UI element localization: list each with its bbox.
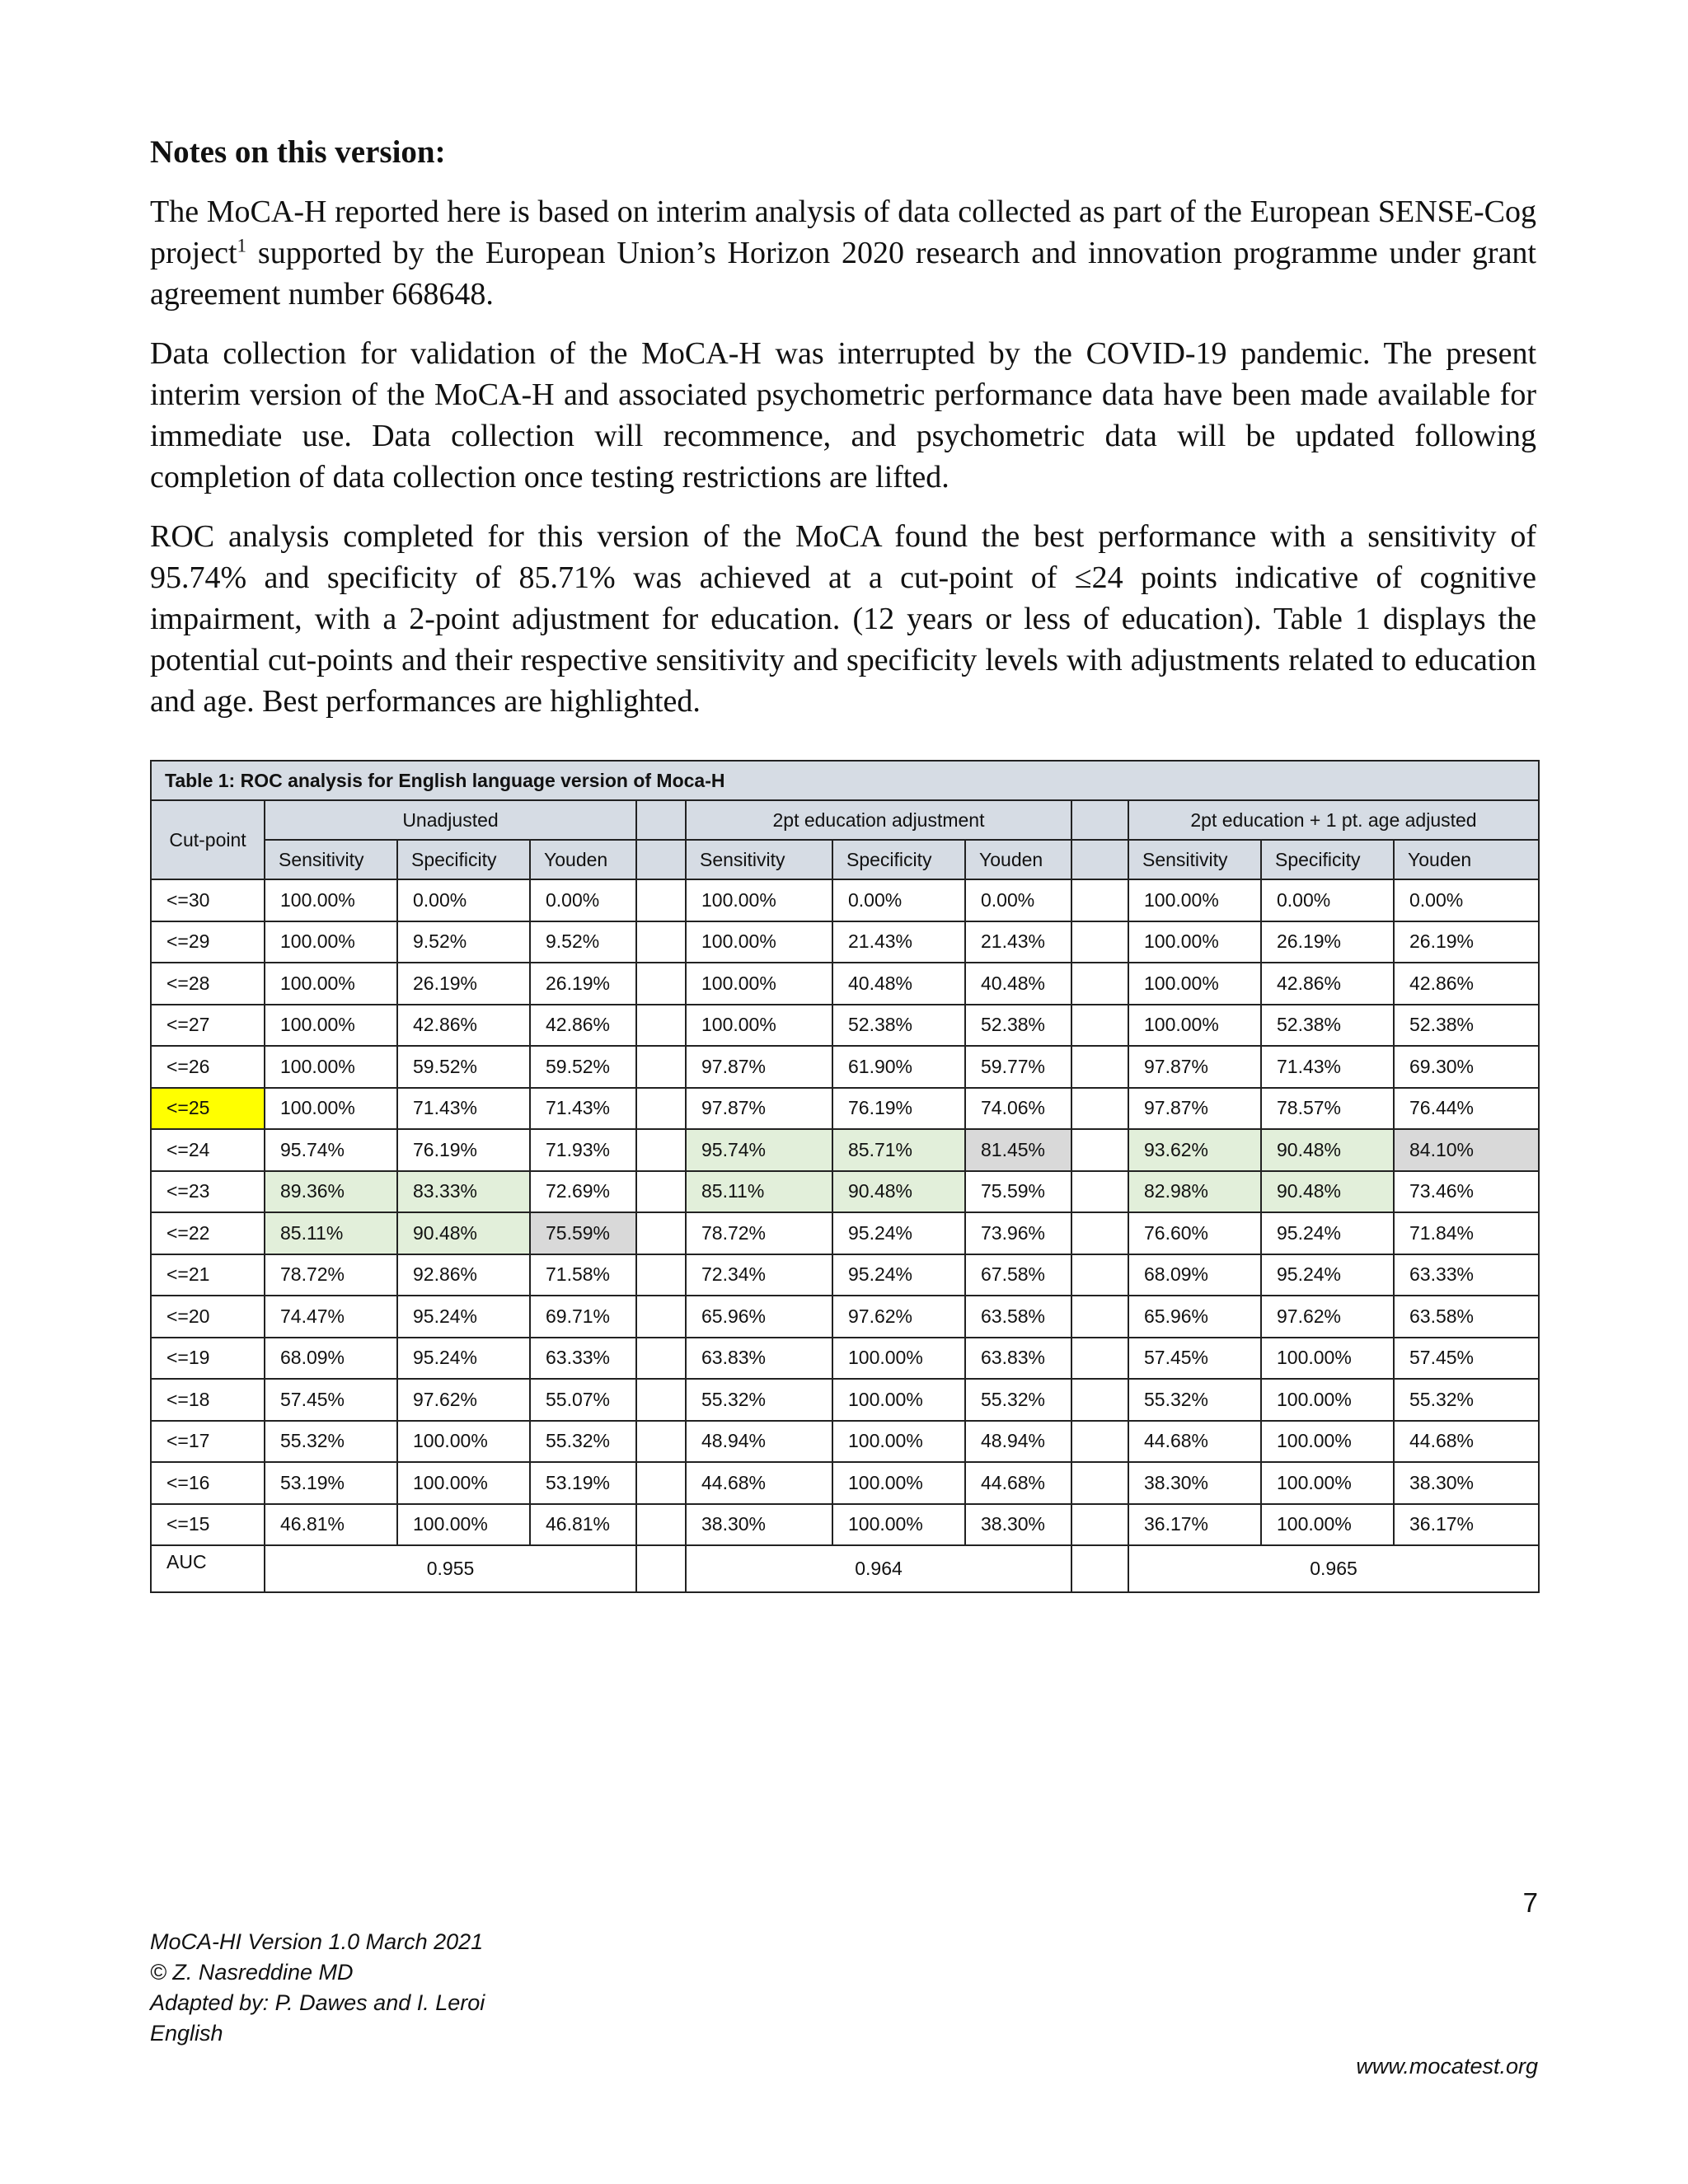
table-row — [151, 1254, 1539, 1296]
spacer-cell — [1071, 1379, 1128, 1421]
table-row — [151, 879, 1539, 921]
spacer-cell — [1071, 1129, 1128, 1171]
unadjusted-sensitivity-cell: 74.47% — [265, 1296, 397, 1338]
group-header-education: 2pt education adjustment — [686, 800, 1071, 840]
education-youden-cell: 59.77% — [965, 1046, 1071, 1088]
spacer-cell — [1071, 1212, 1128, 1254]
education-sensitivity-cell: 55.32% — [686, 1379, 832, 1421]
roc-table — [150, 760, 1540, 1593]
spacer-cell — [1071, 921, 1128, 963]
education-youden-cell: 75.59% — [965, 1171, 1071, 1213]
unadjusted-specificity-cell: 97.62% — [397, 1379, 530, 1421]
auc-row — [151, 1545, 1539, 1592]
cutpoint-cell: <=18 — [151, 1379, 265, 1421]
table-row — [151, 1338, 1539, 1380]
table-caption-row — [151, 761, 1539, 800]
group-header-unadjusted: Unadjusted — [265, 800, 636, 840]
spacer-cell — [1071, 879, 1128, 921]
unadjusted-youden-cell: 59.52% — [530, 1046, 636, 1088]
education-sensitivity-cell: 95.74% — [686, 1129, 832, 1171]
education-specificity-cell: 0.00% — [832, 879, 965, 921]
education-age-specificity-cell: 100.00% — [1261, 1504, 1394, 1546]
spacer-cell — [1071, 1421, 1128, 1463]
cutpoint-cell: <=29 — [151, 921, 265, 963]
education-specificity-cell: 90.48% — [832, 1171, 965, 1213]
spacer-cell — [1071, 1296, 1128, 1338]
table-row — [151, 1088, 1539, 1130]
notes-heading: Notes on this version: — [150, 134, 446, 170]
education-youden-cell: 55.32% — [965, 1379, 1071, 1421]
spacer-cell — [636, 840, 686, 879]
unadjusted-specificity-cell: 71.43% — [397, 1088, 530, 1130]
cutpoint-cell: <=25 — [151, 1088, 265, 1130]
education-age-youden-cell: 84.10% — [1394, 1129, 1539, 1171]
unadjusted-sensitivity-cell: 100.00% — [265, 1046, 397, 1088]
paragraph-funding-part2: supported by the European Union’s Horizon 2020 research and innovation programme under grant agreement number 668648. — [150, 236, 1536, 312]
education-age-sensitivity-cell: 36.17% — [1128, 1504, 1261, 1546]
education-age-specificity-cell: 100.00% — [1261, 1338, 1394, 1380]
subheader-youden: Youden — [1394, 840, 1539, 879]
table-row — [151, 1005, 1539, 1047]
education-age-youden-cell: 69.30% — [1394, 1046, 1539, 1088]
education-age-sensitivity-cell: 100.00% — [1128, 879, 1261, 921]
education-age-sensitivity-cell: 100.00% — [1128, 921, 1261, 963]
subheader-sensitivity: Sensitivity — [1128, 840, 1261, 879]
unadjusted-sensitivity-cell: 55.32% — [265, 1421, 397, 1463]
group-header-row — [151, 800, 1539, 840]
table-row — [151, 1504, 1539, 1546]
unadjusted-youden-cell: 26.19% — [530, 963, 636, 1005]
unadjusted-youden-cell: 71.58% — [530, 1254, 636, 1296]
footer-website: www.mocatest.org — [1356, 2054, 1538, 2079]
education-specificity-cell: 100.00% — [832, 1462, 965, 1504]
table-row — [151, 1296, 1539, 1338]
education-sensitivity-cell: 100.00% — [686, 921, 832, 963]
education-youden-cell: 48.94% — [965, 1421, 1071, 1463]
education-youden-cell: 0.00% — [965, 879, 1071, 921]
table-row — [151, 1212, 1539, 1254]
education-age-youden-cell: 26.19% — [1394, 921, 1539, 963]
education-specificity-cell: 76.19% — [832, 1088, 965, 1130]
cutpoint-header: Cut-point — [151, 800, 265, 879]
spacer-cell — [636, 963, 686, 1005]
subheader-specificity: Specificity — [1261, 840, 1394, 879]
unadjusted-specificity-cell: 95.24% — [397, 1296, 530, 1338]
table-row — [151, 1462, 1539, 1504]
education-specificity-cell: 52.38% — [832, 1005, 965, 1047]
spacer-cell — [1071, 1046, 1128, 1088]
cutpoint-cell: <=23 — [151, 1171, 265, 1213]
unadjusted-youden-cell: 71.43% — [530, 1088, 636, 1130]
spacer-cell — [1071, 1504, 1128, 1546]
education-sensitivity-cell: 65.96% — [686, 1296, 832, 1338]
education-age-specificity-cell: 95.24% — [1261, 1254, 1394, 1296]
unadjusted-sensitivity-cell: 100.00% — [265, 1005, 397, 1047]
education-youden-cell: 63.83% — [965, 1338, 1071, 1380]
education-sensitivity-cell: 100.00% — [686, 963, 832, 1005]
spacer-cell — [636, 1212, 686, 1254]
education-sensitivity-cell: 78.72% — [686, 1212, 832, 1254]
unadjusted-specificity-cell: 0.00% — [397, 879, 530, 921]
education-age-specificity-cell: 42.86% — [1261, 963, 1394, 1005]
spacer-cell — [636, 1046, 686, 1088]
cutpoint-cell: <=26 — [151, 1046, 265, 1088]
unadjusted-youden-cell: 71.93% — [530, 1129, 636, 1171]
spacer-cell — [636, 1171, 686, 1213]
spacer-cell — [636, 1462, 686, 1504]
unadjusted-sensitivity-cell: 53.19% — [265, 1462, 397, 1504]
education-age-specificity-cell: 90.48% — [1261, 1171, 1394, 1213]
education-age-youden-cell: 36.17% — [1394, 1504, 1539, 1546]
spacer-cell — [636, 1545, 686, 1592]
spacer-cell — [636, 1005, 686, 1047]
education-age-sensitivity-cell: 44.68% — [1128, 1421, 1261, 1463]
education-youden-cell: 67.58% — [965, 1254, 1071, 1296]
unadjusted-sensitivity-cell: 78.72% — [265, 1254, 397, 1296]
unadjusted-youden-cell: 72.69% — [530, 1171, 636, 1213]
unadjusted-youden-cell: 46.81% — [530, 1504, 636, 1546]
spacer-cell — [1071, 963, 1128, 1005]
unadjusted-specificity-cell: 100.00% — [397, 1504, 530, 1546]
education-age-youden-cell: 63.58% — [1394, 1296, 1539, 1338]
education-sensitivity-cell: 85.11% — [686, 1171, 832, 1213]
spacer-cell — [1071, 1171, 1128, 1213]
education-age-youden-cell: 38.30% — [1394, 1462, 1539, 1504]
education-age-specificity-cell: 100.00% — [1261, 1421, 1394, 1463]
page-number: 7 — [1522, 1887, 1538, 1918]
unadjusted-youden-cell: 53.19% — [530, 1462, 636, 1504]
education-youden-cell: 40.48% — [965, 963, 1071, 1005]
unadjusted-sensitivity-cell: 89.36% — [265, 1171, 397, 1213]
education-age-specificity-cell: 90.48% — [1261, 1129, 1394, 1171]
unadjusted-specificity-cell: 26.19% — [397, 963, 530, 1005]
education-age-youden-cell: 57.45% — [1394, 1338, 1539, 1380]
education-youden-cell: 73.96% — [965, 1212, 1071, 1254]
education-age-sensitivity-cell: 97.87% — [1128, 1088, 1261, 1130]
table-row — [151, 1129, 1539, 1171]
education-youden-cell: 74.06% — [965, 1088, 1071, 1130]
unadjusted-sensitivity-cell: 100.00% — [265, 921, 397, 963]
spacer-cell — [636, 1504, 686, 1546]
education-youden-cell: 44.68% — [965, 1462, 1071, 1504]
spacer-cell — [636, 879, 686, 921]
unadjusted-sensitivity-cell: 100.00% — [265, 963, 397, 1005]
education-sensitivity-cell: 72.34% — [686, 1254, 832, 1296]
table-row — [151, 1171, 1539, 1213]
cutpoint-cell: <=20 — [151, 1296, 265, 1338]
cutpoint-cell: <=24 — [151, 1129, 265, 1171]
unadjusted-sensitivity-cell: 100.00% — [265, 879, 397, 921]
cutpoint-cell: <=28 — [151, 963, 265, 1005]
education-age-youden-cell: 73.46% — [1394, 1171, 1539, 1213]
education-specificity-cell: 61.90% — [832, 1046, 965, 1088]
spacer-cell — [1071, 1005, 1128, 1047]
education-age-sensitivity-cell: 38.30% — [1128, 1462, 1261, 1504]
spacer-cell — [1071, 800, 1128, 840]
spacer-cell — [636, 1088, 686, 1130]
education-specificity-cell: 100.00% — [832, 1379, 965, 1421]
education-age-youden-cell: 42.86% — [1394, 963, 1539, 1005]
table-row — [151, 963, 1539, 1005]
footer-language: English — [150, 2021, 223, 2046]
spacer-cell — [636, 921, 686, 963]
cutpoint-cell: <=16 — [151, 1462, 265, 1504]
education-specificity-cell: 95.24% — [832, 1212, 965, 1254]
education-sensitivity-cell: 48.94% — [686, 1421, 832, 1463]
unadjusted-specificity-cell: 42.86% — [397, 1005, 530, 1047]
education-age-specificity-cell: 100.00% — [1261, 1462, 1394, 1504]
education-age-sensitivity-cell: 82.98% — [1128, 1171, 1261, 1213]
unadjusted-specificity-cell: 100.00% — [397, 1421, 530, 1463]
spacer-cell — [636, 1421, 686, 1463]
unadjusted-youden-cell: 69.71% — [530, 1296, 636, 1338]
education-age-sensitivity-cell: 93.62% — [1128, 1129, 1261, 1171]
education-sensitivity-cell: 38.30% — [686, 1504, 832, 1546]
spacer-cell — [636, 1254, 686, 1296]
unadjusted-youden-cell: 55.32% — [530, 1421, 636, 1463]
education-sensitivity-cell: 97.87% — [686, 1046, 832, 1088]
cutpoint-cell: <=21 — [151, 1254, 265, 1296]
unadjusted-youden-cell: 75.59% — [530, 1212, 636, 1254]
paragraph-funding — [150, 191, 1536, 315]
unadjusted-sensitivity-cell: 85.11% — [265, 1212, 397, 1254]
education-age-specificity-cell: 95.24% — [1261, 1212, 1394, 1254]
education-specificity-cell: 100.00% — [832, 1421, 965, 1463]
unadjusted-specificity-cell: 9.52% — [397, 921, 530, 963]
cutpoint-cell: <=15 — [151, 1504, 265, 1546]
subheader-sensitivity: Sensitivity — [265, 840, 397, 879]
education-specificity-cell: 97.62% — [832, 1296, 965, 1338]
subheader-youden: Youden — [965, 840, 1071, 879]
education-age-sensitivity-cell: 55.32% — [1128, 1379, 1261, 1421]
education-youden-cell: 63.58% — [965, 1296, 1071, 1338]
subheader-specificity: Specificity — [397, 840, 530, 879]
education-age-specificity-cell: 100.00% — [1261, 1379, 1394, 1421]
cutpoint-cell: <=22 — [151, 1212, 265, 1254]
footer-version: MoCA-HI Version 1.0 March 2021 — [150, 1929, 484, 1954]
unadjusted-sensitivity-cell: 68.09% — [265, 1338, 397, 1380]
education-youden-cell: 52.38% — [965, 1005, 1071, 1047]
unadjusted-specificity-cell: 59.52% — [397, 1046, 530, 1088]
education-sensitivity-cell: 97.87% — [686, 1088, 832, 1130]
spacer-cell — [1071, 1254, 1128, 1296]
subheader-sensitivity: Sensitivity — [686, 840, 832, 879]
unadjusted-youden-cell: 42.86% — [530, 1005, 636, 1047]
table-row — [151, 1421, 1539, 1463]
paragraph-roc: ROC analysis completed for this version of the MoCA found the best performance with a sensitivity of 95.74% and specificity of 85.71% was achieved at a cut-point of ≤24 points indicative of cognitive impairment, with a 2-point adjustment for education. (12 years or less of education). Table 1 displays the potential cut-points and their respective sensitivity and specificity levels with adjustments related to education and age. Best performances are highlighted. — [150, 519, 1536, 719]
paragraph-covid: Data collection for validation of the MoCA-H was interrupted by the COVID-19 pandemic. The present interim version of the MoCA-H and associated psychometric performance data have been made available for immediate use. Data collection will recommence, and psychometric data will be updated following completion of data collection once testing restrictions are lifted. — [150, 336, 1536, 494]
education-age-youden-cell: 55.32% — [1394, 1379, 1539, 1421]
footer-credits — [150, 1927, 485, 2049]
spacer-cell — [1071, 1545, 1128, 1592]
paragraph-funding-part1: The MoCA-H reported here is based on interim analysis of data collected as part of the European SENSE-Cog project — [150, 194, 1536, 270]
auc-value-unadjusted: 0.955 — [265, 1545, 636, 1592]
education-specificity-cell: 40.48% — [832, 963, 965, 1005]
education-age-sensitivity-cell: 68.09% — [1128, 1254, 1261, 1296]
education-specificity-cell: 100.00% — [832, 1338, 965, 1380]
spacer-cell — [636, 1129, 686, 1171]
spacer-cell — [1071, 1088, 1128, 1130]
notes-section — [150, 132, 1536, 740]
education-age-specificity-cell: 26.19% — [1261, 921, 1394, 963]
education-sensitivity-cell: 44.68% — [686, 1462, 832, 1504]
education-youden-cell: 81.45% — [965, 1129, 1071, 1171]
unadjusted-specificity-cell: 90.48% — [397, 1212, 530, 1254]
education-age-youden-cell: 44.68% — [1394, 1421, 1539, 1463]
unadjusted-youden-cell: 9.52% — [530, 921, 636, 963]
auc-value-education: 0.964 — [686, 1545, 1071, 1592]
unadjusted-youden-cell: 55.07% — [530, 1379, 636, 1421]
subheader-specificity: Specificity — [832, 840, 965, 879]
education-sensitivity-cell: 63.83% — [686, 1338, 832, 1380]
auc-value-education-age: 0.965 — [1128, 1545, 1539, 1592]
sub-header-row — [151, 840, 1539, 879]
education-age-specificity-cell: 52.38% — [1261, 1005, 1394, 1047]
table-row — [151, 921, 1539, 963]
education-age-youden-cell: 76.44% — [1394, 1088, 1539, 1130]
unadjusted-specificity-cell: 76.19% — [397, 1129, 530, 1171]
group-header-education-age: 2pt education + 1 pt. age adjusted — [1128, 800, 1539, 840]
auc-label: AUC — [151, 1545, 265, 1592]
education-specificity-cell: 100.00% — [832, 1504, 965, 1546]
education-age-sensitivity-cell: 76.60% — [1128, 1212, 1261, 1254]
education-age-youden-cell: 71.84% — [1394, 1212, 1539, 1254]
education-age-youden-cell: 63.33% — [1394, 1254, 1539, 1296]
spacer-cell — [1071, 1338, 1128, 1380]
education-age-sensitivity-cell: 65.96% — [1128, 1296, 1261, 1338]
spacer-cell — [636, 1296, 686, 1338]
education-age-specificity-cell: 78.57% — [1261, 1088, 1394, 1130]
spacer-cell — [636, 1338, 686, 1380]
education-specificity-cell: 21.43% — [832, 921, 965, 963]
education-age-specificity-cell: 97.62% — [1261, 1296, 1394, 1338]
footer-copyright: © Z. Nasreddine MD — [150, 1960, 354, 1985]
unadjusted-specificity-cell: 92.86% — [397, 1254, 530, 1296]
education-youden-cell: 38.30% — [965, 1504, 1071, 1546]
education-specificity-cell: 95.24% — [832, 1254, 965, 1296]
education-age-specificity-cell: 0.00% — [1261, 879, 1394, 921]
table-caption: Table 1: ROC analysis for English language version of Moca-H — [151, 761, 1539, 800]
education-age-youden-cell: 52.38% — [1394, 1005, 1539, 1047]
unadjusted-sensitivity-cell: 95.74% — [265, 1129, 397, 1171]
footer-adapted-by: Adapted by: P. Dawes and I. Leroi — [150, 1990, 485, 2015]
spacer-cell — [1071, 1462, 1128, 1504]
unadjusted-sensitivity-cell: 46.81% — [265, 1504, 397, 1546]
education-sensitivity-cell: 100.00% — [686, 879, 832, 921]
cutpoint-cell: <=17 — [151, 1421, 265, 1463]
cutpoint-cell: <=30 — [151, 879, 265, 921]
education-age-sensitivity-cell: 100.00% — [1128, 963, 1261, 1005]
table-row — [151, 1379, 1539, 1421]
subheader-youden: Youden — [530, 840, 636, 879]
spacer-cell — [636, 800, 686, 840]
education-sensitivity-cell: 100.00% — [686, 1005, 832, 1047]
unadjusted-specificity-cell: 100.00% — [397, 1462, 530, 1504]
unadjusted-sensitivity-cell: 57.45% — [265, 1379, 397, 1421]
education-age-sensitivity-cell: 57.45% — [1128, 1338, 1261, 1380]
education-age-sensitivity-cell: 100.00% — [1128, 1005, 1261, 1047]
education-age-sensitivity-cell: 97.87% — [1128, 1046, 1261, 1088]
education-age-specificity-cell: 71.43% — [1261, 1046, 1394, 1088]
unadjusted-specificity-cell: 83.33% — [397, 1171, 530, 1213]
cutpoint-cell: <=19 — [151, 1338, 265, 1380]
unadjusted-specificity-cell: 95.24% — [397, 1338, 530, 1380]
unadjusted-sensitivity-cell: 100.00% — [265, 1088, 397, 1130]
spacer-cell — [1071, 840, 1128, 879]
spacer-cell — [636, 1379, 686, 1421]
cutpoint-cell: <=27 — [151, 1005, 265, 1047]
unadjusted-youden-cell: 63.33% — [530, 1338, 636, 1380]
table-row — [151, 1046, 1539, 1088]
footnote-marker: 1 — [237, 235, 247, 256]
unadjusted-youden-cell: 0.00% — [530, 879, 636, 921]
education-age-youden-cell: 0.00% — [1394, 879, 1539, 921]
education-youden-cell: 21.43% — [965, 921, 1071, 963]
education-specificity-cell: 85.71% — [832, 1129, 965, 1171]
